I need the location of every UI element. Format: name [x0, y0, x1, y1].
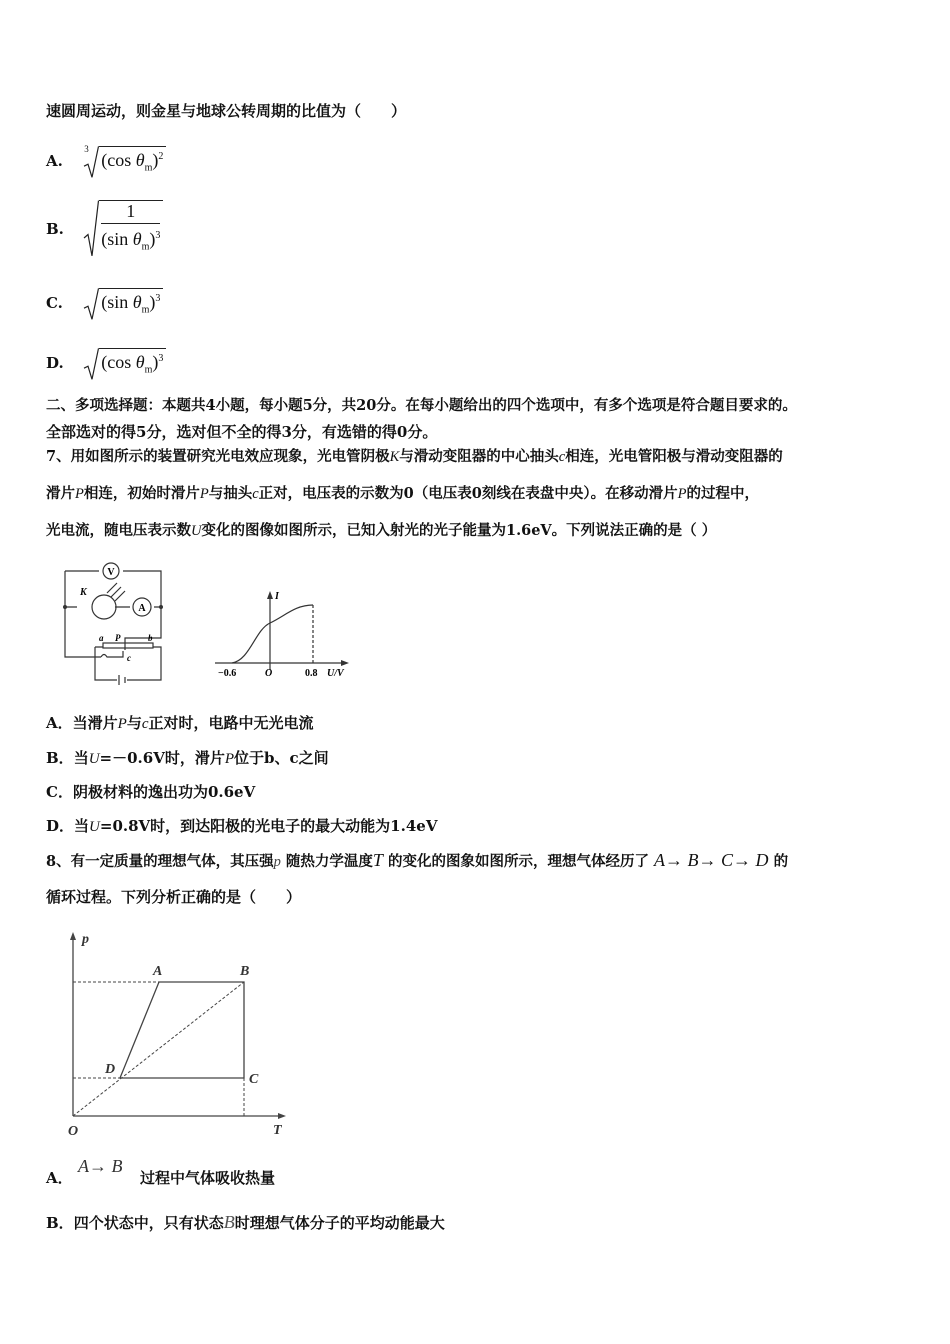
- radical-sign-icon: [83, 200, 99, 258]
- q7-current-voltage-graph: [210, 585, 355, 680]
- option-label: D.: [46, 354, 64, 372]
- text: =－0.6V时，滑片: [99, 749, 225, 767]
- text: 8、有一定质量的理想气体，其压强: [46, 853, 274, 870]
- text: 与: [126, 714, 142, 732]
- ammeter-label: A: [138, 603, 146, 614]
- q8-stem-line2: 循环过程。下列分析正确的是（ ）: [46, 888, 302, 906]
- text: 四个状态中，只有状态: [73, 1214, 224, 1232]
- var-u: U: [191, 523, 202, 539]
- exp: 2: [158, 151, 164, 162]
- exp: 3: [155, 293, 161, 304]
- cycle-path: [120, 982, 244, 1078]
- text: 过程中气体吸收热量: [140, 1169, 276, 1187]
- q8-pressure-temperature-graph: [60, 928, 290, 1143]
- tap-c-label: c: [127, 653, 131, 663]
- var-t: T: [372, 850, 383, 870]
- func: cos: [107, 150, 132, 170]
- radical-sign-icon: [83, 288, 99, 321]
- point-b-label: B: [240, 964, 250, 979]
- x-tick-max: 0.8: [305, 668, 318, 679]
- cycle-expression: A→ B→ C→ D: [654, 850, 769, 870]
- var: θ: [132, 229, 142, 249]
- func: sin: [107, 292, 129, 312]
- option-label: B．: [46, 749, 74, 767]
- var-c: c: [141, 716, 149, 732]
- point-a-label: a: [99, 633, 104, 643]
- text: 变化的图像如图所示，已知入射光的光子能量为1.6eV。下列说法正确的是（ ）: [201, 522, 717, 539]
- text: 随热力学温度: [285, 853, 373, 870]
- var-c: c: [252, 486, 259, 502]
- text: 当滑片: [72, 714, 118, 732]
- root-index: 3: [84, 144, 89, 154]
- sub: m: [141, 241, 150, 253]
- option-label: D．: [46, 817, 75, 835]
- q6-option-c: [46, 288, 163, 321]
- sqrt-expression: (sin $\theta_m)^3$: [83, 288, 163, 321]
- text: 的变化的图象如图所示，理想气体经历了: [387, 853, 649, 870]
- text: =0.8V时，到达阳极的光电子的最大动能为1.4eV: [99, 817, 438, 835]
- option-label: A．: [46, 714, 73, 732]
- var-k: K: [389, 449, 400, 465]
- x-tick-min: −0.6: [218, 668, 237, 679]
- var-p: P: [199, 486, 209, 502]
- photocurrent-curve: [232, 605, 313, 663]
- sqrt-expression: (cos $\theta_m)^3$: [83, 348, 166, 381]
- option-label: C．: [46, 783, 73, 801]
- exp: 3: [155, 230, 161, 241]
- origin-label: O: [68, 1124, 79, 1139]
- text: 当: [74, 817, 90, 835]
- text: 7、用如图所示的装置研究光电效应现象，光电管阴极: [46, 448, 390, 465]
- func: sin: [107, 229, 129, 249]
- q6-option-a: [46, 146, 166, 179]
- option-label: A．: [46, 1169, 73, 1187]
- x-axis-label: U/V: [327, 668, 344, 679]
- point-a-label: A: [153, 964, 163, 979]
- point-d-label: D: [105, 1062, 116, 1077]
- origin-label: O: [265, 668, 273, 679]
- y-axis-label: I: [275, 591, 279, 602]
- q7-option-d[interactable]: [46, 816, 437, 837]
- var: θ: [135, 150, 145, 170]
- option-label: B.: [46, 219, 64, 238]
- q6-option-d: [46, 348, 166, 381]
- section2-instructions-2: 全部选对的得5分，选对但不全的得3分，有选错的得0分。: [46, 423, 438, 441]
- numerator: 1: [126, 201, 136, 221]
- text: 当: [73, 749, 89, 767]
- q7-option-b[interactable]: [46, 748, 329, 769]
- q8-stem-line1: [46, 850, 788, 872]
- q7-stem-line2: [46, 484, 759, 504]
- process-expression: A→ B: [78, 1156, 123, 1176]
- slider-p-label: P: [115, 633, 121, 643]
- text: 正对时，电路中无光电流: [148, 714, 314, 732]
- point-c-label: C: [249, 1072, 259, 1087]
- var-u: U: [88, 751, 100, 767]
- voltmeter-label: V: [107, 567, 115, 578]
- text: 阴极材料的逸出功为0.6eV: [72, 783, 256, 801]
- var-b: B: [223, 1212, 235, 1232]
- sub: m: [144, 162, 153, 174]
- q7-option-a[interactable]: [46, 713, 314, 734]
- text: 滑片: [46, 485, 75, 502]
- q7-stem-line3: [46, 521, 716, 541]
- text: 的过程中，: [686, 485, 759, 502]
- text: 的: [773, 853, 789, 870]
- q7-option-c[interactable]: [46, 782, 255, 802]
- text: 光电流，随电压表示数: [46, 522, 191, 539]
- sub: m: [141, 304, 150, 316]
- y-axis-label: p: [82, 932, 89, 947]
- q8-option-b[interactable]: [46, 1212, 445, 1233]
- var: θ: [135, 352, 145, 372]
- cube-root-expression: 3 (cos $\theta_m)^2$: [83, 146, 166, 179]
- var-p: P: [224, 751, 235, 767]
- text: 位于b、c之间: [234, 749, 329, 767]
- q7-circuit-diagram: [55, 555, 175, 685]
- x-axis-label: T: [273, 1123, 282, 1138]
- var-u: U: [89, 819, 100, 835]
- text: 相连，初始时滑片: [83, 485, 200, 502]
- q7-stem-line1: [46, 447, 783, 467]
- text: 与滑动变阻器的中心抽头: [399, 448, 559, 465]
- exp: 3: [158, 353, 164, 364]
- radical-sign-icon: [83, 348, 99, 381]
- var-c: c: [558, 449, 566, 465]
- text: 相连，光电管阳极与滑动变阻器的: [565, 448, 783, 465]
- sqrt-expression: $\frac{1}{(\sin \theta_m)^3}$: [83, 200, 163, 258]
- sub: m: [144, 364, 153, 376]
- var-p: P: [117, 716, 127, 732]
- q6-option-b: [46, 200, 163, 258]
- cathode-label: K: [80, 587, 87, 598]
- q6-stem-tail: 速圆周运动，则金星与地球公转周期的比值为（ ）: [46, 102, 407, 120]
- text: 与抽头: [208, 485, 253, 502]
- var-p: p: [273, 854, 281, 870]
- var-p: P: [677, 486, 687, 502]
- option-label: A.: [46, 152, 63, 170]
- func: cos: [107, 352, 132, 372]
- var-p: P: [75, 486, 84, 502]
- text: 时理想气体分子的平均动能最大: [234, 1214, 445, 1232]
- text: 正对，电压表的示数为0（电压表0刻线在表盘中央）。在移动滑片: [258, 485, 678, 502]
- section2-instructions-1: 二、多项选择题：本题共4小题，每小题5分，共20分。在每小题给出的四个选项中，有多个选项是符合题目要求的。: [46, 397, 797, 414]
- option-label: C.: [46, 294, 63, 312]
- point-b-label: b: [148, 633, 153, 643]
- option-label: B．: [46, 1214, 74, 1232]
- var: θ: [132, 292, 142, 312]
